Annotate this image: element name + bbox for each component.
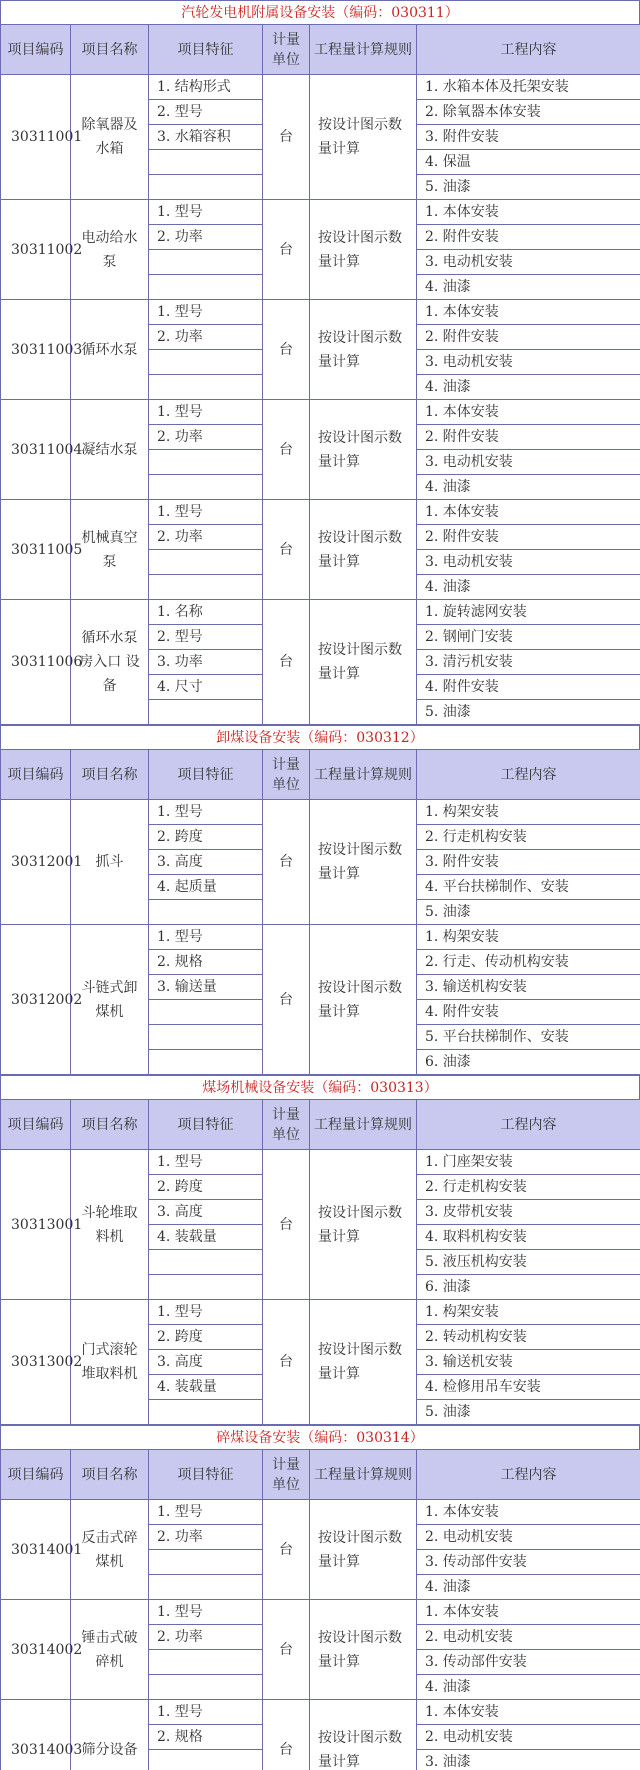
- content-cell: 2. 行走机构安装: [417, 825, 640, 850]
- content-cell: 2. 电动机安装: [417, 1725, 640, 1750]
- feature-cell: [149, 700, 263, 725]
- content-cell: 2. 转动机构安装: [417, 1325, 640, 1350]
- feature-cell: [149, 375, 263, 400]
- content-cell: 4. 油漆: [417, 575, 640, 600]
- section-title: 碎煤设备安装（编码：030314）: [0, 1425, 640, 1449]
- feature-cell: [149, 1400, 263, 1425]
- item-unit: 台: [263, 200, 310, 300]
- header-unit-line1: 计量: [272, 1456, 300, 1473]
- feature-cell: 1. 型号: [149, 500, 263, 525]
- content-cell: 2. 行走、传动机构安装: [417, 950, 640, 975]
- feature-cell: 1. 型号: [149, 200, 263, 225]
- feature-cell: 3. 功率: [149, 650, 263, 675]
- feature-cell: 1. 型号: [149, 300, 263, 325]
- content-cell: 3. 附件安装: [417, 850, 640, 875]
- header-unit-line2: 单位: [272, 1476, 300, 1493]
- content-cell: 2. 附件安装: [417, 425, 640, 450]
- feature-cell: [149, 1650, 263, 1675]
- feature-cell: 3. 输送量: [149, 975, 263, 1000]
- header-row: [1, 1450, 640, 1500]
- feature-cell: 2. 规格: [149, 950, 263, 975]
- content-cell: 3. 电动机安装: [417, 250, 640, 275]
- feature-cell: 2. 功率: [149, 525, 263, 550]
- content-cell: 1. 门座架安装: [417, 1150, 640, 1175]
- feature-cell: 1. 型号: [149, 1150, 263, 1175]
- feature-cell: 1. 型号: [149, 1700, 263, 1725]
- item-unit: 台: [263, 500, 310, 600]
- feature-cell: 2. 功率: [149, 325, 263, 350]
- table-row: [1, 600, 640, 625]
- content-cell: 3. 皮带机安装: [417, 1200, 640, 1225]
- item-unit: 台: [263, 300, 310, 400]
- feature-cell: [149, 250, 263, 275]
- item-rule: 按设计图示数量计算: [310, 600, 417, 725]
- item-name: 循环水泵房入口 设备: [71, 600, 149, 725]
- item-name: 凝结水泵: [71, 400, 149, 500]
- content-cell: 1. 构架安装: [417, 800, 640, 825]
- content-cell: 1. 本体安装: [417, 1600, 640, 1625]
- feature-cell: 2. 跨度: [149, 1175, 263, 1200]
- section-title: 卸煤设备安装（编码：030312）: [0, 725, 640, 749]
- item-rule: 按设计图示数量计算: [310, 925, 417, 1075]
- item-name: 电动给水泵: [71, 200, 149, 300]
- item-unit: 台: [263, 1150, 310, 1300]
- feature-cell: 1. 型号: [149, 800, 263, 825]
- item-unit: 台: [263, 800, 310, 925]
- feature-cell: 3. 高度: [149, 1200, 263, 1225]
- header-content: 工程内容: [417, 1100, 640, 1150]
- item-name: 除氧器及水箱: [71, 75, 149, 200]
- feature-cell: 4. 装载量: [149, 1225, 263, 1250]
- item-code: 30314003: [1, 1700, 71, 1770]
- content-cell: 5. 油漆: [417, 175, 640, 200]
- feature-cell: 2. 功率: [149, 1525, 263, 1550]
- item-name: 斗链式卸煤机: [71, 925, 149, 1075]
- table-row: [1, 1600, 640, 1625]
- content-cell: 4. 油漆: [417, 1575, 640, 1600]
- header-code: 项目编码: [1, 750, 71, 800]
- feature-cell: [149, 350, 263, 375]
- feature-cell: 2. 功率: [149, 225, 263, 250]
- item-code: 30313002: [1, 1300, 71, 1425]
- header-unit-line2: 单位: [272, 51, 300, 68]
- feature-cell: 1. 结构形式: [149, 75, 263, 100]
- header-name: 项目名称: [71, 1100, 149, 1150]
- header-unit-line1: 计量: [272, 31, 300, 48]
- content-cell: 4. 油漆: [417, 275, 640, 300]
- feature-cell: [149, 1750, 263, 1770]
- content-cell: 3. 附件安装: [417, 125, 640, 150]
- content-cell: 1. 本体安装: [417, 200, 640, 225]
- content-cell: 4. 保温: [417, 150, 640, 175]
- item-rule: 按设计图示数量计算: [310, 400, 417, 500]
- item-name: 循环水泵: [71, 300, 149, 400]
- header-rule: 工程量计算规则: [310, 1450, 417, 1500]
- feature-cell: [149, 1575, 263, 1600]
- feature-cell: [149, 175, 263, 200]
- table-row: [1, 200, 640, 225]
- item-unit: 台: [263, 1600, 310, 1700]
- item-code: 30311006: [1, 600, 71, 725]
- content-cell: 3. 输送机安装: [417, 1350, 640, 1375]
- item-code: 30313001: [1, 1150, 71, 1300]
- content-cell: 2. 除氧器本体安装: [417, 100, 640, 125]
- content-cell: 1. 本体安装: [417, 300, 640, 325]
- content-cell: 1. 构架安装: [417, 925, 640, 950]
- content-cell: 6. 油漆: [417, 1050, 640, 1075]
- item-rule: 按设计图示数量计算: [310, 200, 417, 300]
- feature-cell: 4. 装载量: [149, 1375, 263, 1400]
- feature-cell: 2. 规格: [149, 1725, 263, 1750]
- feature-cell: 1. 名称: [149, 600, 263, 625]
- table-row: [1, 1500, 640, 1525]
- section-table: [0, 1449, 640, 1770]
- feature-cell: 4. 起质量: [149, 875, 263, 900]
- item-code: 30314001: [1, 1500, 71, 1600]
- feature-cell: 1. 型号: [149, 1600, 263, 1625]
- feature-cell: 1. 型号: [149, 1300, 263, 1325]
- section-title: 煤场机械设备安装（编码：030313）: [0, 1075, 640, 1099]
- item-unit: 台: [263, 925, 310, 1075]
- item-rule: 按设计图示数量计算: [310, 1700, 417, 1770]
- feature-cell: 3. 高度: [149, 850, 263, 875]
- item-code: 30312002: [1, 925, 71, 1075]
- content-cell: 4. 附件安装: [417, 675, 640, 700]
- content-cell: 1. 本体安装: [417, 1700, 640, 1725]
- content-cell: 2. 附件安装: [417, 325, 640, 350]
- item-name: 斗轮堆取料机: [71, 1150, 149, 1300]
- content-cell: 3. 清污机安装: [417, 650, 640, 675]
- header-row: [1, 750, 640, 800]
- table-row: [1, 925, 640, 950]
- content-cell: 5. 液压机构安装: [417, 1250, 640, 1275]
- content-cell: 4. 油漆: [417, 475, 640, 500]
- feature-cell: [149, 575, 263, 600]
- header-unit: [263, 750, 310, 800]
- item-rule: 按设计图示数量计算: [310, 300, 417, 400]
- table-row: [1, 1700, 640, 1725]
- content-cell: 4. 平台扶梯制作、安装: [417, 875, 640, 900]
- content-cell: 1. 旋转滤网安装: [417, 600, 640, 625]
- header-code: 项目编码: [1, 1450, 71, 1500]
- header-unit: [263, 1100, 310, 1150]
- content-cell: 5. 油漆: [417, 1400, 640, 1425]
- feature-cell: 2. 型号: [149, 100, 263, 125]
- content-cell: 6. 油漆: [417, 1275, 640, 1300]
- content-cell: 4. 检修用吊车安装: [417, 1375, 640, 1400]
- feature-cell: 2. 跨度: [149, 1325, 263, 1350]
- item-rule: 按设计图示数量计算: [310, 500, 417, 600]
- header-content: 工程内容: [417, 25, 640, 75]
- item-name: 门式滚轮堆取料机: [71, 1300, 149, 1425]
- content-cell: 4. 附件安装: [417, 1000, 640, 1025]
- content-cell: 3. 电动机安装: [417, 550, 640, 575]
- content-cell: 4. 油漆: [417, 1675, 640, 1700]
- content-cell: 3. 传动部件安装: [417, 1650, 640, 1675]
- feature-cell: [149, 1550, 263, 1575]
- header-features: 项目特征: [149, 1100, 263, 1150]
- header-unit-line2: 单位: [272, 776, 300, 793]
- section-table: [0, 1099, 640, 1425]
- content-cell: 1. 水箱本体及托架安装: [417, 75, 640, 100]
- feature-cell: [149, 1250, 263, 1275]
- feature-cell: [149, 1275, 263, 1300]
- feature-cell: [149, 900, 263, 925]
- header-name: 项目名称: [71, 750, 149, 800]
- item-name: 反击式碎煤机: [71, 1500, 149, 1600]
- header-unit-line1: 计量: [272, 756, 300, 773]
- item-unit: 台: [263, 1700, 310, 1770]
- header-unit: [263, 1450, 310, 1500]
- item-code: 30311003: [1, 300, 71, 400]
- header-rule: 工程量计算规则: [310, 25, 417, 75]
- content-cell: 1. 本体安装: [417, 1500, 640, 1525]
- content-cell: 1. 构架安装: [417, 1300, 640, 1325]
- item-name: 锤击式破碎机: [71, 1600, 149, 1700]
- item-code: 30311001: [1, 75, 71, 200]
- item-name: 机械真空泵: [71, 500, 149, 600]
- content-cell: 4. 取料机构安装: [417, 1225, 640, 1250]
- content-cell: 5. 油漆: [417, 900, 640, 925]
- feature-cell: [149, 275, 263, 300]
- table-row: [1, 800, 640, 825]
- header-unit: [263, 25, 310, 75]
- feature-cell: [149, 1025, 263, 1050]
- content-cell: 2. 电动机安装: [417, 1625, 640, 1650]
- item-rule: 按设计图示数量计算: [310, 75, 417, 200]
- content-cell: 3. 输送机构安装: [417, 975, 640, 1000]
- content-cell: 3. 油漆: [417, 1750, 640, 1770]
- feature-cell: 2. 型号: [149, 625, 263, 650]
- item-rule: 按设计图示数量计算: [310, 1600, 417, 1700]
- content-cell: 3. 电动机安装: [417, 350, 640, 375]
- content-cell: 1. 本体安装: [417, 500, 640, 525]
- item-name: 筛分设备: [71, 1700, 149, 1770]
- item-rule: 按设计图示数量计算: [310, 1300, 417, 1425]
- table-row: [1, 75, 640, 100]
- feature-cell: 3. 水箱容积: [149, 125, 263, 150]
- content-cell: 4. 油漆: [417, 375, 640, 400]
- feature-cell: [149, 1675, 263, 1700]
- section-title: 汽轮发电机附属设备安装（编码：030311）: [0, 0, 640, 24]
- section-table: [0, 749, 640, 1075]
- content-cell: 1. 本体安装: [417, 400, 640, 425]
- feature-cell: 4. 尺寸: [149, 675, 263, 700]
- header-rule: 工程量计算规则: [310, 750, 417, 800]
- table-row: [1, 400, 640, 425]
- feature-cell: 2. 功率: [149, 425, 263, 450]
- item-unit: 台: [263, 400, 310, 500]
- item-unit: 台: [263, 1300, 310, 1425]
- header-row: [1, 25, 640, 75]
- header-code: 项目编码: [1, 25, 71, 75]
- item-unit: 台: [263, 600, 310, 725]
- item-name: 抓斗: [71, 800, 149, 925]
- content-cell: 3. 电动机安装: [417, 450, 640, 475]
- feature-cell: 1. 型号: [149, 925, 263, 950]
- header-code: 项目编码: [1, 1100, 71, 1150]
- item-unit: 台: [263, 75, 310, 200]
- header-unit-line2: 单位: [272, 1126, 300, 1143]
- header-name: 项目名称: [71, 25, 149, 75]
- header-content: 工程内容: [417, 750, 640, 800]
- header-features: 项目特征: [149, 25, 263, 75]
- item-code: 30311004: [1, 400, 71, 500]
- feature-cell: [149, 550, 263, 575]
- header-features: 项目特征: [149, 750, 263, 800]
- item-rule: 按设计图示数量计算: [310, 800, 417, 925]
- feature-cell: 1. 型号: [149, 400, 263, 425]
- header-row: [1, 1100, 640, 1150]
- item-rule: 按设计图示数量计算: [310, 1500, 417, 1600]
- feature-cell: 2. 跨度: [149, 825, 263, 850]
- item-code: 30314002: [1, 1600, 71, 1700]
- content-cell: 2. 行走机构安装: [417, 1175, 640, 1200]
- content-cell: 2. 电动机安装: [417, 1525, 640, 1550]
- table-row: [1, 1150, 640, 1175]
- feature-cell: [149, 150, 263, 175]
- header-name: 项目名称: [71, 1450, 149, 1500]
- item-code: 30311002: [1, 200, 71, 300]
- item-code: 30312001: [1, 800, 71, 925]
- feature-cell: 3. 高度: [149, 1350, 263, 1375]
- header-unit-line1: 计量: [272, 1106, 300, 1123]
- content-cell: 2. 附件安装: [417, 225, 640, 250]
- feature-cell: 1. 型号: [149, 1500, 263, 1525]
- header-rule: 工程量计算规则: [310, 1100, 417, 1150]
- table-row: [1, 1300, 640, 1325]
- table-row: [1, 500, 640, 525]
- feature-cell: [149, 1050, 263, 1075]
- header-features: 项目特征: [149, 1450, 263, 1500]
- content-cell: 3. 传动部件安装: [417, 1550, 640, 1575]
- item-code: 30311005: [1, 500, 71, 600]
- item-unit: 台: [263, 1500, 310, 1600]
- table-row: [1, 300, 640, 325]
- feature-cell: [149, 1000, 263, 1025]
- content-cell: 2. 附件安装: [417, 525, 640, 550]
- content-cell: 2. 钢闸门安装: [417, 625, 640, 650]
- section-table: [0, 24, 640, 725]
- feature-cell: [149, 450, 263, 475]
- content-cell: 5. 油漆: [417, 700, 640, 725]
- header-content: 工程内容: [417, 1450, 640, 1500]
- feature-cell: [149, 475, 263, 500]
- content-cell: 5. 平台扶梯制作、安装: [417, 1025, 640, 1050]
- item-rule: 按设计图示数量计算: [310, 1150, 417, 1300]
- feature-cell: 2. 功率: [149, 1625, 263, 1650]
